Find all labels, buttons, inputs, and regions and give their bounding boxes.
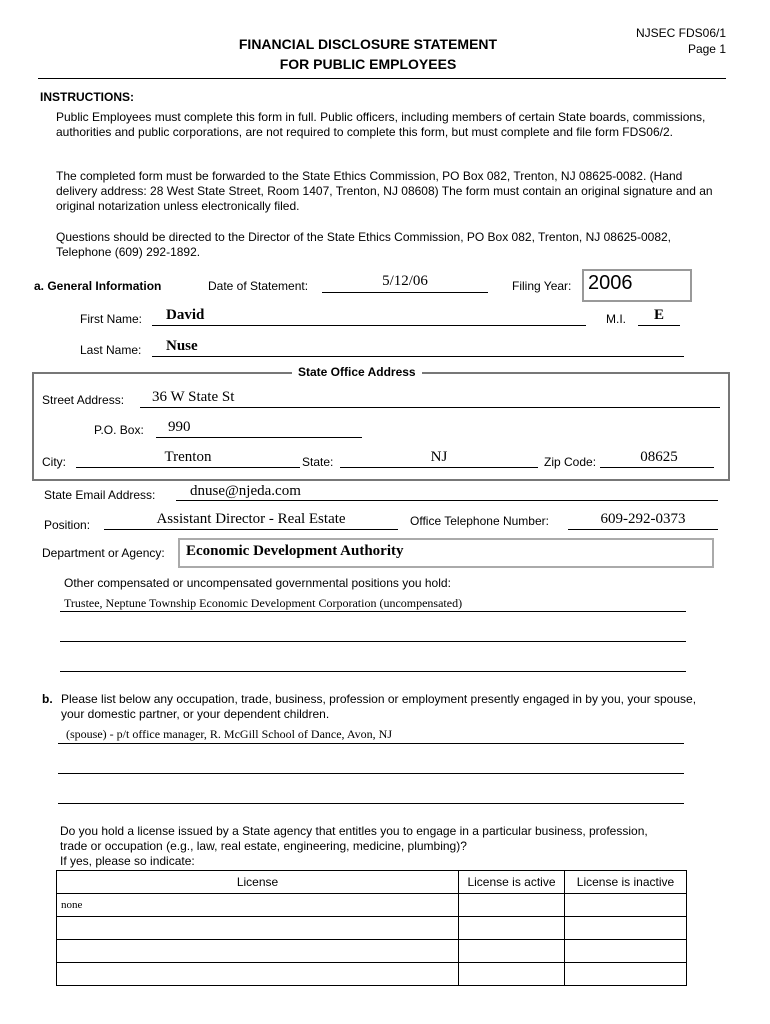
other-positions-value: Trustee, Neptune Township Economic Development Corporation (uncompensated): [64, 596, 463, 610]
position-field[interactable]: [104, 529, 398, 530]
other-positions-line-2[interactable]: [60, 641, 686, 642]
instructions-paragraph-3: Questions should be directed to the Director of the State Ethics Commission, PO Box 082, Trenton, NJ 08625-0082, Telephone (609) 292-1892.: [56, 230, 671, 259]
phone-field[interactable]: [568, 529, 718, 530]
form-code: NJSEC FDS06/1: [635, 26, 726, 40]
zip-label: Zip Code:: [544, 455, 597, 469]
state-value: NJ: [430, 449, 448, 465]
form-title: [168, 34, 568, 74]
table-row: [57, 940, 687, 963]
date-field[interactable]: [322, 292, 488, 293]
license-question-line1: Do you hold a license issued by a State agency that entitles you to engage in a particular business, profession,: [60, 824, 648, 838]
mi-field[interactable]: [638, 325, 680, 326]
last-name-field[interactable]: [152, 356, 684, 357]
mi-value: E: [653, 307, 664, 323]
table-row: [57, 963, 687, 986]
street-field[interactable]: [140, 407, 720, 408]
table-row: [57, 917, 687, 940]
other-positions-label: Other compensated or uncompensated governmental positions you hold:: [64, 576, 451, 590]
date-label: Date of Statement:: [208, 279, 309, 293]
city-label: City:: [42, 455, 66, 469]
zip-value: 08625: [640, 449, 678, 465]
instructions-paragraph-1: Public Employees must complete this form in full. Public officers, including members of certain State boards, commissions, authorities and public corporations, are not required to complete this form, but must complete and file form FDS06/2.: [56, 110, 706, 139]
zip-field[interactable]: [600, 467, 714, 468]
first-name-value: David: [166, 307, 205, 323]
inactive-cell[interactable]: [565, 963, 687, 986]
date-value: 5/12/06: [382, 273, 428, 289]
active-cell[interactable]: [459, 917, 565, 940]
email-label: State Email Address:: [44, 488, 156, 502]
form-title-line1: FINANCIAL DISCLOSURE STATEMENT: [238, 36, 498, 52]
street-value: 36 W State St: [152, 389, 235, 405]
pobox-field[interactable]: [156, 437, 362, 438]
inactive-cell[interactable]: [565, 940, 687, 963]
position-value: Assistant Director - Real Estate: [156, 511, 346, 527]
active-cell[interactable]: [459, 940, 565, 963]
filing-year-label: Filing Year:: [512, 279, 572, 293]
first-name-label: First Name:: [80, 312, 143, 326]
pobox-value: 990: [168, 419, 191, 435]
street-label: Street Address:: [42, 393, 125, 407]
email-value: dnuse@njeda.com: [190, 483, 301, 499]
state-office-address-heading: State Office Address: [292, 365, 422, 379]
col-license-active: License is active: [459, 871, 565, 894]
col-license-inactive: License is inactive: [565, 871, 687, 894]
occupation-line-3[interactable]: [58, 803, 684, 804]
filing-year-value: 2006: [588, 272, 633, 294]
header-rule: [38, 78, 726, 79]
instructions-heading: INSTRUCTIONS:: [40, 90, 134, 104]
license-table-header: [57, 871, 687, 894]
dept-label: Department or Agency:: [42, 546, 165, 560]
email-field[interactable]: [176, 500, 718, 501]
city-value: Trenton: [164, 449, 212, 465]
last-name-label: Last Name:: [80, 343, 142, 357]
license-cell[interactable]: none: [57, 894, 459, 917]
position-label: Position:: [44, 518, 91, 532]
license-cell[interactable]: [57, 940, 459, 963]
occupation-answer: (spouse) - p/t office manager, R. McGill School of Dance, Avon, NJ: [66, 727, 393, 741]
license-question-line2: trade or occupation (e.g., law, real estate, engineering, medicine, plumbing)?: [60, 839, 467, 853]
mi-label: M.I.: [606, 312, 626, 326]
pobox-label: P.O. Box:: [94, 423, 144, 437]
inactive-cell[interactable]: [565, 917, 687, 940]
occupation-line-2[interactable]: [58, 773, 684, 774]
other-positions-line-3[interactable]: [60, 671, 686, 672]
license-cell[interactable]: [57, 917, 459, 940]
other-positions-line-1[interactable]: [60, 611, 686, 612]
form-title-line2: FOR PUBLIC EMPLOYEES: [279, 56, 457, 72]
license-question-line3: If yes, please so indicate:: [60, 854, 195, 868]
occupation-line-1[interactable]: [58, 743, 684, 744]
inactive-cell[interactable]: [565, 894, 687, 917]
col-license: License: [57, 871, 459, 894]
license-table: [56, 870, 687, 986]
active-cell[interactable]: [459, 963, 565, 986]
license-cell[interactable]: [57, 963, 459, 986]
form-code-block: [560, 25, 726, 57]
state-label: State:: [302, 455, 334, 469]
city-field[interactable]: [76, 467, 300, 468]
last-name-value: Nuse: [166, 338, 198, 354]
phone-label: Office Telephone Number:: [410, 514, 549, 528]
instructions-paragraph-2: The completed form must be forwarded to the State Ethics Commission, PO Box 082, Trenton, NJ 08625-0082. (Hand delivery address: 28 West State Street, Room 1407, Trenton, NJ 08608) The form must contain an original signature and an original notarization unless electronically filed.: [56, 169, 713, 213]
section-a-heading: a. General Information: [34, 279, 162, 293]
first-name-field[interactable]: [152, 325, 586, 326]
section-b-letter: b.: [42, 692, 53, 706]
table-row: [57, 894, 687, 917]
section-b-prompt: Please list below any occupation, trade, business, profession or employment presently engaged in by you, your spouse, your domestic partner, or your dependent children.: [61, 692, 697, 721]
dept-value: Economic Development Authority: [186, 543, 404, 559]
state-field[interactable]: [340, 467, 538, 468]
active-cell[interactable]: [459, 894, 565, 917]
page-number: Page 1: [687, 42, 726, 56]
phone-value: 609-292-0373: [600, 511, 686, 527]
